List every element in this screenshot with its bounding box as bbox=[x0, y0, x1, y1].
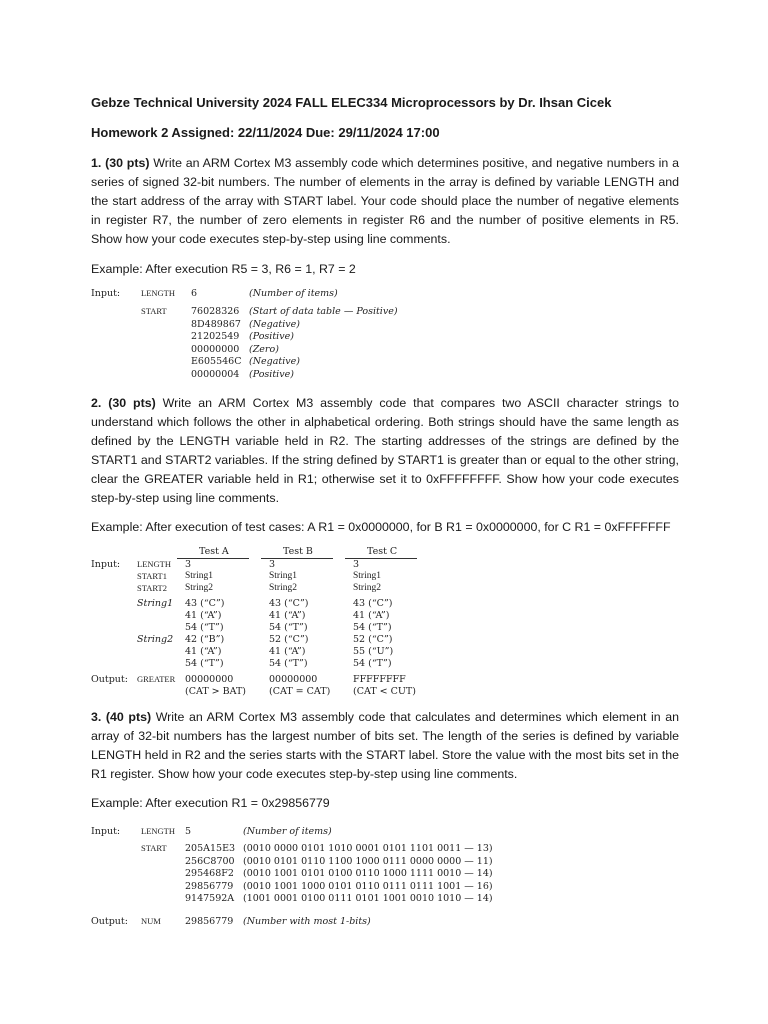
course-title: Gebze Technical University 2024 FALL ELEC334 Microprocessors by Dr. Ihsan Cicek bbox=[91, 95, 612, 110]
q1-length-note: (Number of items) bbox=[249, 288, 338, 299]
q2-string1-char: 54 (“T”) bbox=[269, 622, 308, 633]
q2-start2-value: String2 bbox=[185, 583, 213, 593]
q2-string2-char: 41 (“A”) bbox=[269, 646, 306, 657]
q3-length-value: 5 bbox=[185, 826, 192, 837]
q1-row-value: 21202549 bbox=[191, 331, 240, 342]
q3-row-value: 29856779 bbox=[185, 880, 234, 892]
q1-start-label: START bbox=[141, 306, 167, 316]
q3-row-bits: (0010 1001 1000 0101 0110 0111 0111 1001 — 16) bbox=[243, 880, 493, 892]
q2-string1-char: 41 (“A”) bbox=[269, 610, 306, 621]
q2-start1-value: String1 bbox=[269, 571, 297, 581]
q1-row-note: (Negative) bbox=[249, 356, 300, 367]
q2-start2-label: START2 bbox=[137, 583, 167, 593]
q2-length-label: LENGTH bbox=[137, 559, 171, 569]
q2-points: 2. (30 pts) bbox=[91, 396, 156, 410]
q3-input-label: Input: bbox=[91, 826, 121, 837]
q2-string2-char: 54 (“T”) bbox=[269, 658, 308, 669]
q1-row-value: 8D489867 bbox=[191, 318, 241, 330]
q1-example: Example: After execution R5 = 3, R6 = 1, R7 = 2 bbox=[91, 262, 356, 276]
q3-row-bits: (0010 1001 0101 0100 0110 1000 1111 0010 — 14) bbox=[243, 868, 493, 879]
q1-table bbox=[91, 288, 411, 383]
q1-row-note: (Zero) bbox=[249, 343, 279, 355]
question-3 bbox=[91, 708, 679, 784]
question-1 bbox=[91, 154, 679, 249]
q3-length-note: (Number of items) bbox=[243, 826, 332, 837]
q2-string1-label: String1 bbox=[137, 598, 174, 609]
q2-example: Example: After execution of test cases: A R1 = 0x0000000, for B R1 = 0x0000000, for C R1 = 0xFFFFFFF bbox=[91, 520, 671, 534]
q2-string2-char: 41 (“A”) bbox=[185, 646, 222, 657]
q1-row-note: (Negative) bbox=[249, 318, 300, 330]
q2-string1-char: 43 (“C”) bbox=[185, 598, 225, 609]
q1-text: Write an ARM Cortex M3 assembly code which determines positive, and negative numbers in a series of signed 32-bit numbers. The number of elements in the array is defined by variable LENGTH and the start address of the array with START label. Your code should place the number of negative elements in register R7, the number of zero elements in register R6 and the number of positive elements in R5. Show how your code executes step-by-step using line comments. bbox=[91, 156, 679, 246]
q2-start1-value: String1 bbox=[185, 571, 213, 581]
q3-row-value: 205A15E3 bbox=[185, 843, 236, 854]
q2-test-header: Test C bbox=[367, 546, 398, 557]
homework-dates: Homework 2 Assigned: 22/11/2024 Due: 29/11/2024 17:00 bbox=[91, 125, 440, 140]
q2-string2-char: 42 (“B”) bbox=[185, 634, 225, 645]
q1-row-value: 00000000 bbox=[191, 343, 240, 355]
q3-row-value: 9147592A bbox=[185, 893, 235, 904]
q3-row-bits: (0010 0101 0110 1100 1000 0111 0000 0000 — 11) bbox=[243, 855, 493, 867]
q2-greater-label: GREATER bbox=[137, 674, 176, 684]
q1-length-label: LENGTH bbox=[141, 288, 175, 298]
q3-row-bits: (0010 0000 0101 1010 0001 0101 1101 0011 — 13) bbox=[243, 843, 493, 854]
q1-row-value: 00000004 bbox=[191, 368, 240, 380]
q3-num-label: NUM bbox=[141, 916, 161, 926]
q3-num-note: (Number with most 1-bits) bbox=[243, 916, 371, 927]
q3-length-label: LENGTH bbox=[141, 826, 175, 836]
q3-example: Example: After execution R1 = 0x29856779 bbox=[91, 796, 330, 810]
q2-string1-char: 54 (“T”) bbox=[353, 622, 392, 633]
q2-string2-label: String2 bbox=[137, 634, 174, 645]
q2-table bbox=[91, 546, 431, 696]
q3-text: Write an ARM Cortex M3 assembly code that calculates and determines which element in an array of 32-bit numbers has the largest number of bits set. The length of the series is defined by variable LENGTH held in R2 and the series starts with the START label. Store the value with the most bits set in the R1 register. Show how your code executes step-by-step using line comments. bbox=[91, 710, 680, 781]
q2-string1-char: 43 (“C”) bbox=[269, 598, 309, 609]
q2-length-value: 3 bbox=[353, 559, 360, 570]
q2-compare-note: (CAT = CAT) bbox=[269, 686, 331, 697]
q1-row-note: (Positive) bbox=[249, 331, 294, 342]
q2-start2-value: String2 bbox=[269, 583, 297, 593]
q3-row-value: 256C8700 bbox=[185, 855, 235, 867]
q2-string2-char: 52 (“C”) bbox=[269, 634, 309, 645]
q1-row-note: (Start of data table — Positive) bbox=[249, 306, 398, 317]
q2-string2-char: 54 (“T”) bbox=[185, 658, 224, 669]
q2-start1-value: String1 bbox=[353, 571, 381, 581]
q2-text: Write an ARM Cortex M3 assembly code that compares two ASCII character strings to understand which follows the other in alphabetical ordering. Both strings should have the same length as defined by the LENGTH variable held in R2. The starting addresses of the strings are defined by the START1 and START2 variables. If the string defined by START1 is greater than or equal to the other string, clear the GREATER variable held in R1; otherwise set it to 0xFFFFFFFF. Show how your code executes step-by-step using line comments. bbox=[91, 396, 679, 505]
q2-compare-note: (CAT > BAT) bbox=[185, 686, 247, 697]
q1-points: 1. (30 pts) bbox=[91, 156, 150, 170]
q2-test-header: Test B bbox=[283, 546, 313, 557]
q2-length-value: 3 bbox=[269, 559, 276, 570]
q3-num-value: 29856779 bbox=[185, 916, 234, 927]
q2-greater-value: FFFFFFFF bbox=[353, 674, 406, 685]
q1-length-value: 6 bbox=[191, 288, 198, 299]
q2-string1-char: 41 (“A”) bbox=[185, 610, 222, 621]
q2-output-label: Output: bbox=[91, 674, 128, 685]
q2-string2-char: 52 (“C”) bbox=[353, 634, 393, 645]
q1-row-value: E605546C bbox=[191, 356, 242, 367]
q2-string1-char: 54 (“T”) bbox=[185, 622, 224, 633]
q3-row-value: 295468F2 bbox=[185, 868, 234, 879]
q2-test-header: Test A bbox=[199, 546, 229, 557]
q2-length-value: 3 bbox=[185, 559, 192, 570]
q2-string1-char: 41 (“A”) bbox=[353, 610, 390, 621]
q2-string1-char: 43 (“C”) bbox=[353, 598, 393, 609]
q2-greater-value: 00000000 bbox=[269, 674, 318, 685]
q2-string2-char: 55 (“U”) bbox=[353, 646, 394, 657]
q2-compare-note: (CAT < CUT) bbox=[353, 686, 416, 697]
q3-start-label: START bbox=[141, 843, 167, 853]
q3-points: 3. (40 pts) bbox=[91, 710, 152, 724]
q1-input-label: Input: bbox=[91, 288, 121, 299]
q1-row-value: 76028326 bbox=[191, 306, 240, 317]
q3-table bbox=[91, 826, 493, 927]
q3-output-label: Output: bbox=[91, 916, 128, 927]
q1-row-note: (Positive) bbox=[249, 368, 294, 380]
q2-start1-label: START1 bbox=[137, 571, 167, 581]
q2-input-label: Input: bbox=[91, 559, 121, 570]
q3-row-bits: (1001 0001 0100 0111 0101 1001 0010 1010 — 14) bbox=[243, 893, 493, 904]
q2-start2-value: String2 bbox=[353, 583, 381, 593]
q2-string2-char: 54 (“T”) bbox=[353, 658, 392, 669]
q2-greater-value: 00000000 bbox=[185, 674, 234, 685]
question-2 bbox=[91, 394, 679, 508]
